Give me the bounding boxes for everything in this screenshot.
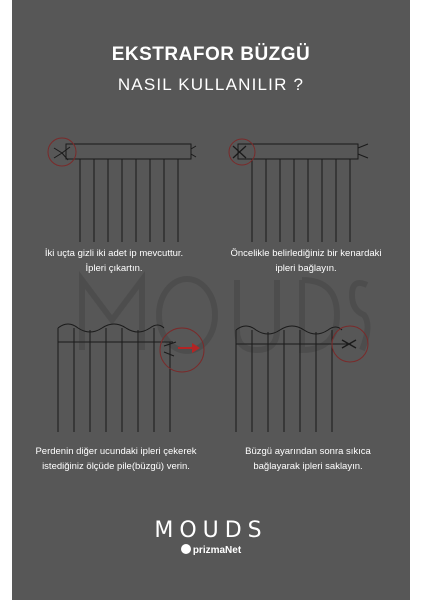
step-1-illustration xyxy=(46,134,196,244)
prizma-dot-icon xyxy=(181,544,191,554)
step-1-caption: İki uçta gizli iki adet ip mevcuttur. İpleri çıkartın. xyxy=(44,248,184,274)
page-title: EKSTRAFOR BÜZGÜ xyxy=(111,44,311,65)
page-subtitle: NASIL KULLANILIR ? xyxy=(117,75,305,94)
string-ends xyxy=(54,147,70,160)
pull-arrow-head xyxy=(192,343,200,353)
step-3-illustration xyxy=(48,316,208,436)
step-4-caption: Büzgü ayarından sonra sıkıca bağlayarak ipleri saklayın. xyxy=(245,446,371,472)
step-3-caption: Perdenin diğer ucundaki ipleri çekerek istediğiniz ölçüde pile(büzgü) verin. xyxy=(35,446,197,472)
brand-logo-mark: MOUDS xyxy=(154,518,268,543)
brand-sub: prizmaNet xyxy=(12,544,410,556)
step-4-illustration xyxy=(226,316,386,436)
step-2-caption: Öncelikle belirlediğiniz bir kenardaki ipleri bağlayın. xyxy=(230,248,382,274)
brand-logo xyxy=(12,518,410,556)
curtain-header-band xyxy=(66,144,191,159)
infographic-card xyxy=(12,0,410,600)
detail-circle xyxy=(48,138,76,166)
knot xyxy=(233,146,246,158)
curtain-header-band xyxy=(238,144,358,159)
detail-circle xyxy=(160,328,204,372)
detail-circle xyxy=(229,139,255,165)
step-2-illustration xyxy=(228,134,378,244)
